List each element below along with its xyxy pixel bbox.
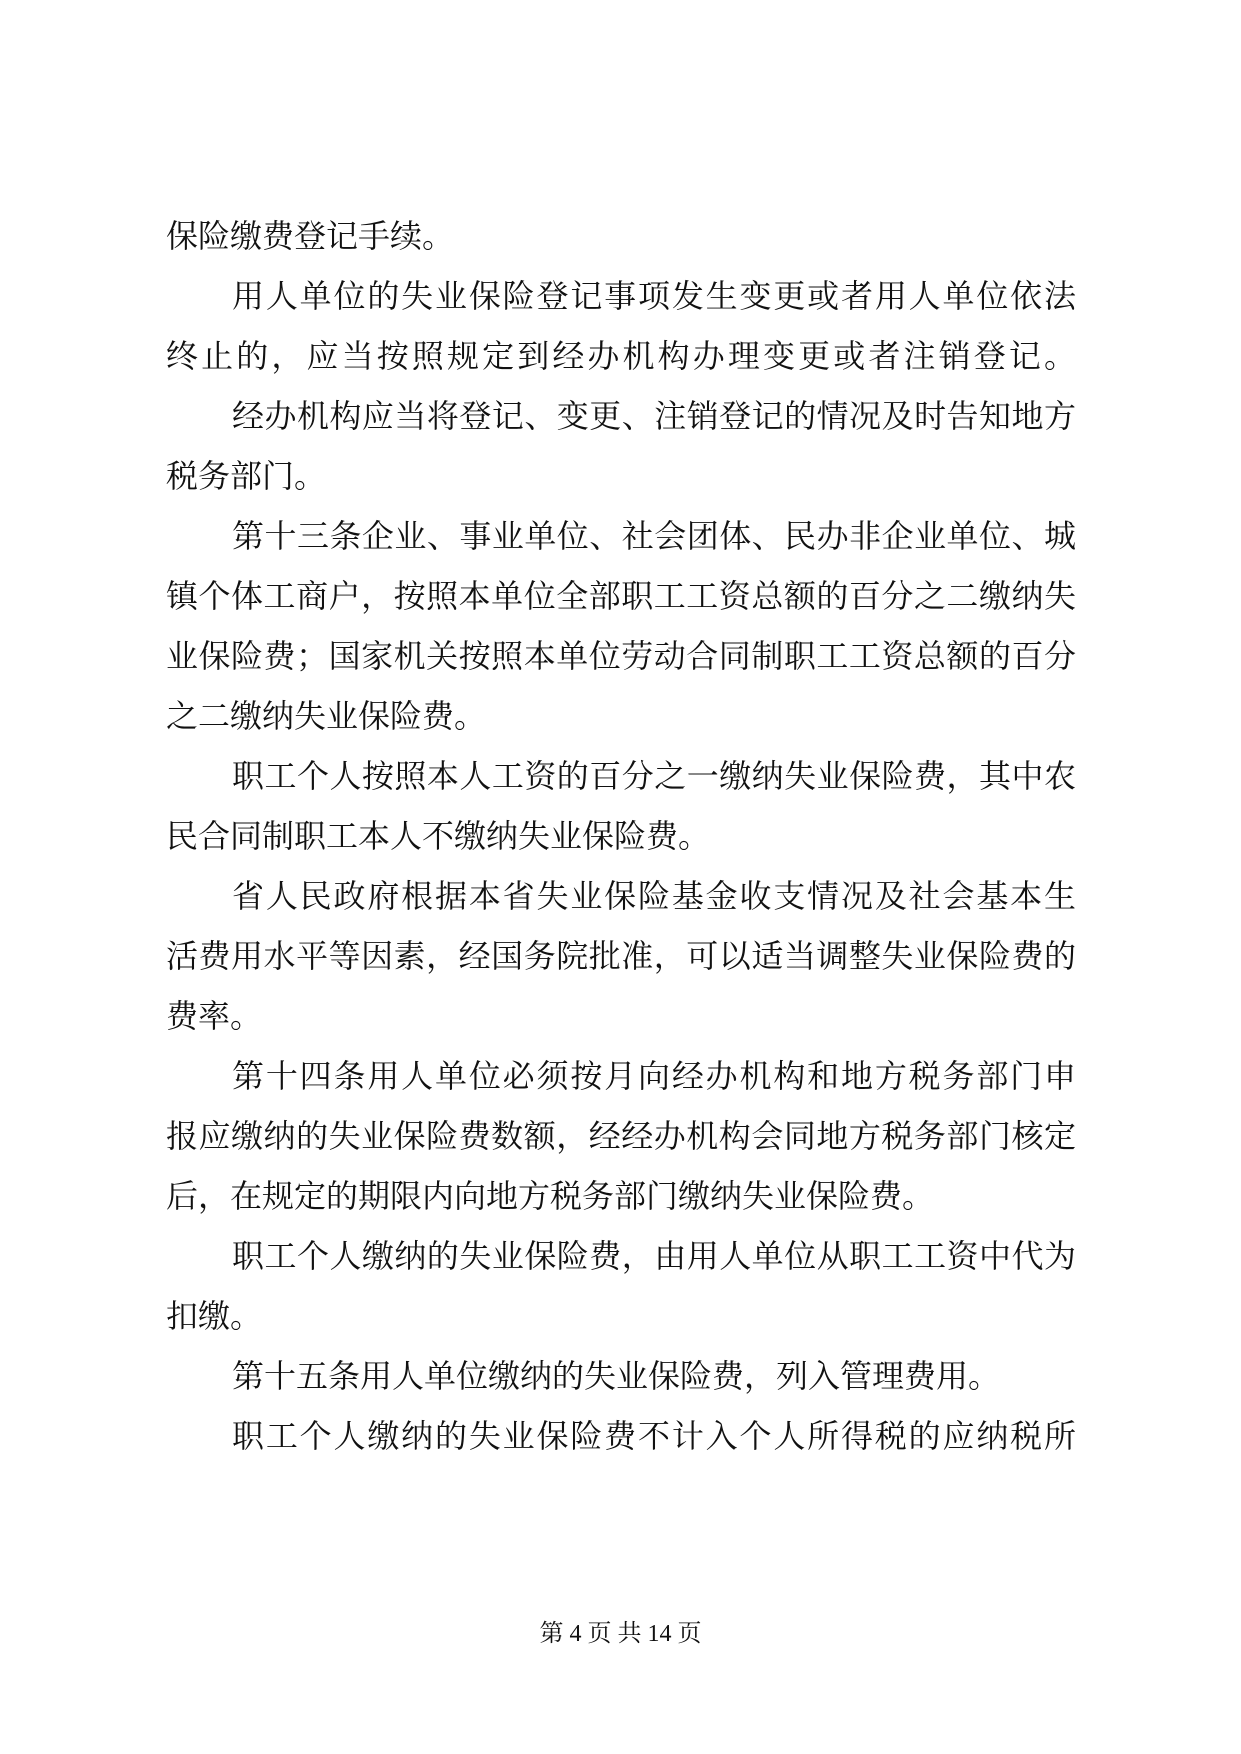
text-line: 经办机构应当将登记、变更、注销登记的情况及时告知地方	[232, 397, 1076, 435]
text-line: 扣缴。	[166, 1297, 263, 1335]
text-line: 之二缴纳失业保险费。	[166, 697, 487, 735]
text-line: 职工个人缴纳的失业保险费不计入个人所得税的应纳税所	[232, 1417, 1076, 1455]
text-line: 后，在规定的期限内向地方税务部门缴纳失业保险费。	[166, 1177, 935, 1215]
text-line: 终止的，应当按照规定到经办机构办理变更或者注销登记。	[166, 337, 1076, 375]
text-line: 职工个人缴纳的失业保险费，由用人单位从职工工资中代为	[232, 1237, 1076, 1275]
page-number-footer: 第 4 页 共 14 页	[539, 1621, 702, 1647]
text-line: 镇个体工商户，按照本单位全部职工工资总额的百分之二缴纳失	[166, 577, 1076, 615]
text-line: 第十五条用人单位缴纳的失业保险费，列入管理费用。	[232, 1357, 1001, 1395]
text-line: 费率。	[166, 997, 263, 1035]
text-line: 民合同制职工本人不缴纳失业保险费。	[166, 817, 711, 855]
text-line: 报应缴纳的失业保险费数额，经经办机构会同地方税务部门核定	[166, 1117, 1076, 1155]
text-line: 业保险费；国家机关按照本单位劳动合同制职工工资总额的百分	[166, 637, 1076, 675]
text-line: 活费用水平等因素，经国务院批准，可以适当调整失业保险费的	[166, 937, 1076, 975]
text-line: 保险缴费登记手续。	[166, 217, 455, 255]
text-line: 税务部门。	[166, 457, 327, 495]
text-line: 省人民政府根据本省失业保险基金收支情况及社会基本生	[232, 877, 1076, 915]
text-line: 第十四条用人单位必须按月向经办机构和地方税务部门申	[232, 1057, 1076, 1095]
text-line: 用人单位的失业保险登记事项发生变更或者用人单位依法	[232, 277, 1076, 315]
text-line: 职工个人按照本人工资的百分之一缴纳失业保险费，其中农	[232, 757, 1076, 795]
text-line: 第十三条企业、事业单位、社会团体、民办非企业单位、城	[232, 517, 1076, 555]
